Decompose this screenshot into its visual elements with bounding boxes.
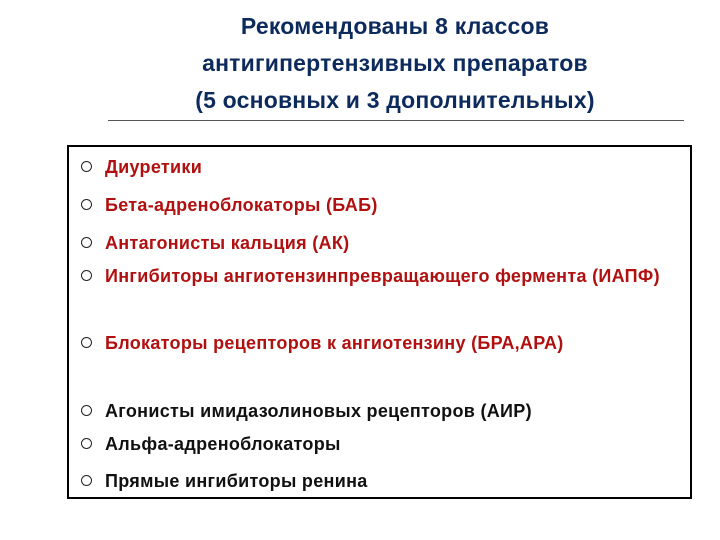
drug-class-list-box — [67, 145, 692, 499]
title-line-3: (5 основных и 3 дополнительных) — [195, 87, 595, 113]
list-item-label: Альфа-адреноблокаторы — [105, 434, 341, 454]
circle-bullet-icon — [81, 475, 92, 486]
title-line-2: антигипертензивных препаратов — [202, 50, 588, 76]
list-item-label: Ингибиторы ангиотензинпревращающего фермента (ИАПФ) — [105, 266, 660, 286]
circle-bullet-icon — [81, 237, 92, 248]
title-divider — [108, 120, 684, 121]
list-item-label: Антагонисты кальция (АК) — [105, 233, 350, 253]
list-item-label: Бета-адреноблокаторы (БАБ) — [105, 195, 378, 215]
circle-bullet-icon — [81, 337, 92, 348]
circle-bullet-icon — [81, 438, 92, 449]
list-item-label: Прямые ингибиторы ренина — [105, 471, 368, 491]
circle-bullet-icon — [81, 270, 92, 281]
list-item-label: Диуретики — [105, 157, 203, 177]
circle-bullet-icon — [81, 161, 92, 172]
list-item-label: Агонисты имидазолиновых рецепторов (АИР) — [105, 401, 532, 421]
circle-bullet-icon — [81, 405, 92, 416]
slide-title — [100, 8, 690, 119]
circle-bullet-icon — [81, 199, 92, 210]
list-item-label: Блокаторы рецепторов к ангиотензину (БРА,АРА) — [105, 333, 564, 353]
title-line-1: Рекомендованы 8 классов — [240, 13, 550, 39]
